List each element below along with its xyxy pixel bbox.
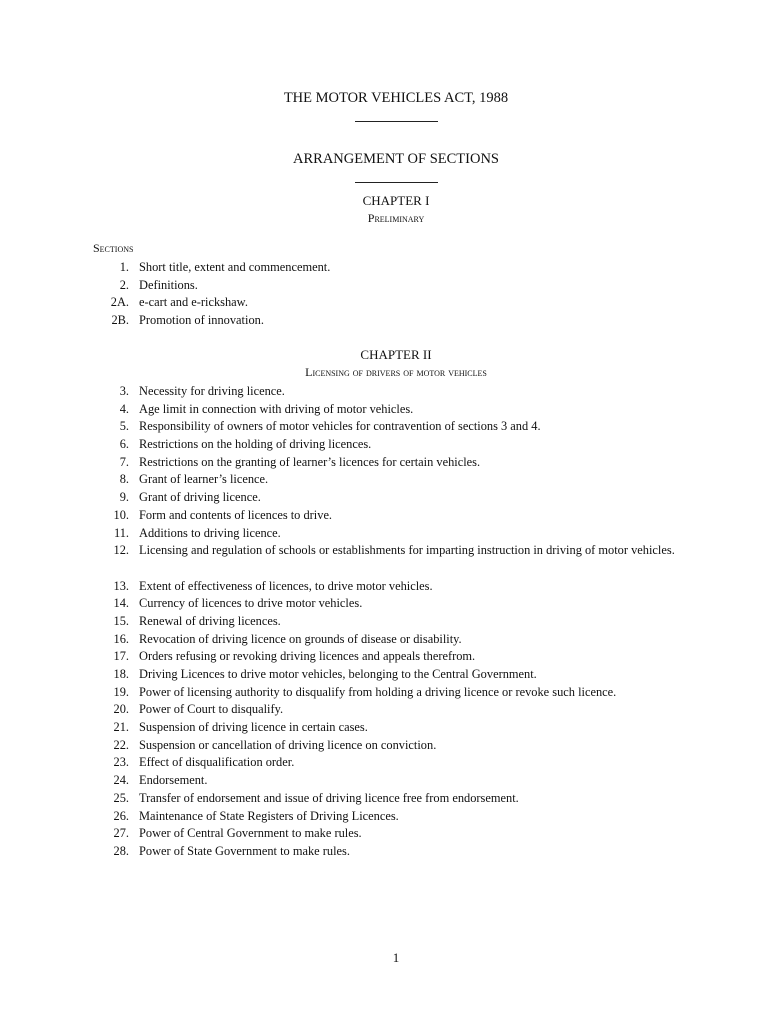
section-title: Endorsement. xyxy=(139,773,208,788)
list-item xyxy=(0,401,770,419)
section-title: Suspension or cancellation of driving licence on conviction. xyxy=(139,737,437,752)
section-number: 5. xyxy=(119,419,129,434)
section-number: 2B. xyxy=(111,313,129,328)
section-title: Orders refusing or revoking driving licences and appeals therefrom. xyxy=(139,649,476,664)
list-item xyxy=(0,507,770,525)
section-number: 2A. xyxy=(110,295,129,310)
list-item xyxy=(0,312,770,330)
list-item xyxy=(0,489,770,507)
list-item xyxy=(0,383,770,401)
section-title: Suspension of driving licence in certain cases. xyxy=(139,720,368,735)
section-number: 24. xyxy=(113,773,129,788)
section-number: 6. xyxy=(119,437,129,452)
section-number: 7. xyxy=(119,454,129,469)
section-title: Power of State Government to make rules. xyxy=(139,843,350,858)
list-item xyxy=(0,808,770,826)
chapter-1-subtitle: Preliminary xyxy=(367,211,425,225)
section-title: Definitions. xyxy=(139,277,198,292)
chapter-1-heading: CHAPTER I xyxy=(362,193,430,208)
list-item xyxy=(0,595,770,613)
section-number: 12. xyxy=(113,543,129,558)
section-title: Grant of driving licence. xyxy=(139,490,261,505)
section-number: 15. xyxy=(113,613,129,628)
section-title: Power of licensing authority to disqualify from holding a driving licence or revoke such licence. xyxy=(139,684,617,699)
list-item xyxy=(0,719,770,737)
list-item xyxy=(0,684,770,702)
section-title: Currency of licences to drive motor vehicles. xyxy=(139,596,363,611)
act-title: THE MOTOR VEHICLES ACT, 1988 xyxy=(283,90,509,106)
list-item xyxy=(0,790,770,808)
section-number: 28. xyxy=(113,843,129,858)
page-number: 1 xyxy=(392,950,400,965)
sections-label: Sections xyxy=(93,241,134,255)
section-number: 23. xyxy=(113,755,129,770)
chapter-2-heading: CHAPTER II xyxy=(360,347,432,362)
list-item xyxy=(0,825,770,843)
section-number: 8. xyxy=(119,472,129,487)
section-title: Power of Central Government to make rules. xyxy=(139,826,362,841)
list-item xyxy=(0,666,770,684)
section-title: Revocation of driving licence on grounds of disease or disability. xyxy=(139,631,462,646)
section-title: Form and contents of licences to drive. xyxy=(139,507,333,522)
section-title: Licensing and regulation of schools or establishments for imparting instruction in driving of motor vehicles. xyxy=(139,543,675,558)
list-item xyxy=(0,418,770,436)
section-number: 14. xyxy=(113,596,129,611)
section-number: 2. xyxy=(119,277,129,292)
section-number: 18. xyxy=(113,667,129,682)
section-number: 19. xyxy=(113,684,129,699)
list-item xyxy=(0,578,770,596)
section-number: 27. xyxy=(113,826,129,841)
list-item xyxy=(0,754,770,772)
section-number: 9. xyxy=(119,490,129,505)
section-title: Short title, extent and commencement. xyxy=(139,260,331,274)
list-item xyxy=(0,772,770,790)
list-item xyxy=(0,843,770,861)
list-item xyxy=(0,701,770,719)
title-rule xyxy=(355,121,438,122)
list-item xyxy=(0,471,770,489)
list-item xyxy=(0,259,770,277)
list-item xyxy=(0,436,770,454)
section-number: 11. xyxy=(113,525,129,540)
section-number: 26. xyxy=(113,808,129,823)
section-title: Maintenance of State Registers of Driving Licences. xyxy=(139,808,399,823)
section-number: 3. xyxy=(119,384,129,398)
section-title: Necessity for driving licence. xyxy=(139,384,285,398)
list-item xyxy=(0,613,770,631)
section-title: Transfer of endorsement and issue of driving licence free from endorsement. xyxy=(139,790,519,805)
arrangement-heading: ARRANGEMENT OF SECTIONS xyxy=(293,151,499,167)
list-item xyxy=(0,648,770,666)
chapter-2-subtitle: Licensing of drivers of motor vehicles xyxy=(305,365,487,379)
list-item xyxy=(0,525,770,543)
chapter-2-section-list xyxy=(0,383,770,861)
section-number: 17. xyxy=(113,649,129,664)
section-number: 20. xyxy=(113,702,129,717)
list-item xyxy=(0,277,770,295)
section-number: 13. xyxy=(113,578,129,593)
list-item xyxy=(0,294,770,312)
section-number: 1. xyxy=(119,260,129,274)
section-number: 22. xyxy=(113,737,129,752)
section-title: Driving Licences to drive motor vehicles, belonging to the Central Government. xyxy=(139,667,537,682)
list-item xyxy=(0,542,770,577)
section-title: Responsibility of owners of motor vehicles for contravention of sections 3 and 4. xyxy=(139,419,541,434)
list-item xyxy=(0,454,770,472)
section-title: Power of Court to disqualify. xyxy=(139,702,284,717)
chapter-1-section-list xyxy=(0,259,770,330)
section-number: 25. xyxy=(113,790,129,805)
section-number: 4. xyxy=(119,401,129,416)
list-item xyxy=(0,737,770,755)
section-title: Effect of disqualification order. xyxy=(139,755,295,770)
section-title: Additions to driving licence. xyxy=(139,525,281,540)
section-number: 16. xyxy=(113,631,129,646)
list-item xyxy=(0,631,770,649)
section-number: 10. xyxy=(113,507,129,522)
section-number: 21. xyxy=(113,720,129,735)
section-title: Grant of learner’s licence. xyxy=(139,472,269,487)
section-title: e-cart and e-rickshaw. xyxy=(139,295,248,310)
section-title: Age limit in connection with driving of motor vehicles. xyxy=(139,401,414,416)
arrangement-rule xyxy=(355,182,438,183)
section-title: Renewal of driving licences. xyxy=(139,613,281,628)
section-title: Restrictions on the holding of driving licences. xyxy=(139,437,372,452)
section-title: Restrictions on the granting of learner’s licences for certain vehicles. xyxy=(139,454,481,469)
section-title: Promotion of innovation. xyxy=(139,313,264,328)
section-title: Extent of effectiveness of licences, to drive motor vehicles. xyxy=(139,578,433,593)
